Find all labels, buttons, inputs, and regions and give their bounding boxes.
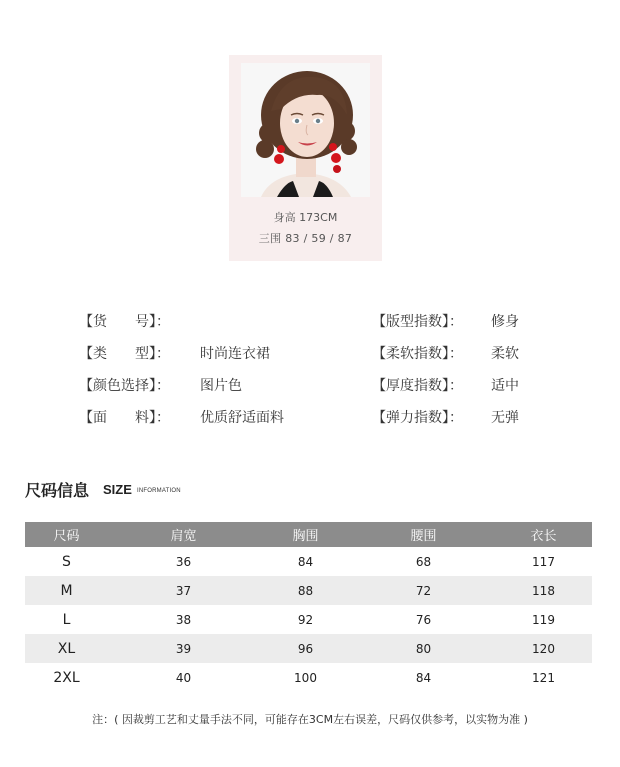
- cell-size: S: [62, 553, 71, 570]
- attr-label-softness-index: 【柔软指数】：: [372, 346, 463, 362]
- size-table: [25, 522, 592, 692]
- attr-label-item-no: 【货 号】：: [79, 314, 170, 330]
- attr-label-type: 【类 型】：: [79, 346, 170, 362]
- header-size: 尺码: [53, 529, 80, 544]
- header-bust: 胸围: [292, 529, 319, 544]
- cell-waist: 84: [415, 670, 432, 685]
- model-photo: [241, 63, 370, 197]
- size-section-title: 尺码信息: [25, 481, 90, 500]
- header-length: 衣长: [530, 529, 557, 544]
- cell-bust: 96: [297, 641, 314, 656]
- attr-value-stretch-index: 无弹: [491, 410, 519, 426]
- cell-length: 120: [532, 641, 555, 656]
- cell-waist: 80: [415, 641, 432, 656]
- table-row: [25, 634, 592, 663]
- cell-length: 118: [532, 583, 555, 598]
- attr-label-fit-index: 【版型指数】：: [372, 314, 463, 330]
- cell-bust: 100: [294, 670, 317, 685]
- size-table-header: [25, 522, 592, 547]
- size-section-subtitle: SIZE: [103, 482, 132, 497]
- table-row: [25, 576, 592, 605]
- cell-length: 121: [532, 670, 555, 685]
- model-card: [229, 55, 382, 261]
- attr-label-color: 【颜色选择】：: [79, 378, 170, 394]
- cell-size: XL: [57, 640, 76, 657]
- cell-waist: 72: [415, 583, 432, 598]
- cell-size: L: [62, 611, 71, 628]
- table-row: [25, 663, 592, 692]
- cell-size: 2XL: [53, 669, 80, 686]
- attr-value-fabric: 优质舒适面料: [200, 410, 284, 426]
- cell-waist: 68: [415, 554, 432, 569]
- attr-label-stretch-index: 【弹力指数】：: [372, 410, 463, 426]
- cell-bust: 84: [297, 554, 314, 569]
- model-height: 身高 173CM: [273, 211, 338, 224]
- attr-value-thickness-index: 适中: [491, 378, 519, 394]
- size-section-subtitle-small: INFORMATION: [137, 488, 181, 494]
- attr-value-color: 图片色: [200, 378, 242, 394]
- size-note: 注：( 因裁剪工艺和丈量手法不同，可能存在3CM左右误差，尺码仅供参考，以实物为准 ): [92, 713, 528, 726]
- table-row: [25, 605, 592, 634]
- cell-shoulder: 40: [175, 670, 192, 685]
- attr-value-softness-index: 柔软: [491, 346, 519, 362]
- attr-value-fit-index: 修身: [491, 314, 519, 330]
- cell-bust: 92: [297, 612, 314, 627]
- attr-label-thickness-index: 【厚度指数】：: [372, 378, 463, 394]
- cell-length: 117: [532, 554, 555, 569]
- cell-shoulder: 39: [175, 641, 192, 656]
- cell-waist: 76: [415, 612, 432, 627]
- attr-value-type: 时尚连衣裙: [200, 346, 270, 362]
- attr-label-fabric: 【面 料】：: [79, 410, 170, 426]
- cell-bust: 88: [297, 583, 314, 598]
- model-measurements: 三围 83 / 59 / 87: [258, 232, 353, 245]
- cell-length: 119: [532, 612, 555, 627]
- cell-shoulder: 38: [175, 612, 192, 627]
- cell-shoulder: 36: [175, 554, 192, 569]
- header-waist: 腰围: [410, 529, 437, 544]
- cell-shoulder: 37: [175, 583, 192, 598]
- header-shoulder: 肩宽: [170, 529, 197, 544]
- cell-size: M: [60, 582, 73, 599]
- table-row: [25, 547, 592, 576]
